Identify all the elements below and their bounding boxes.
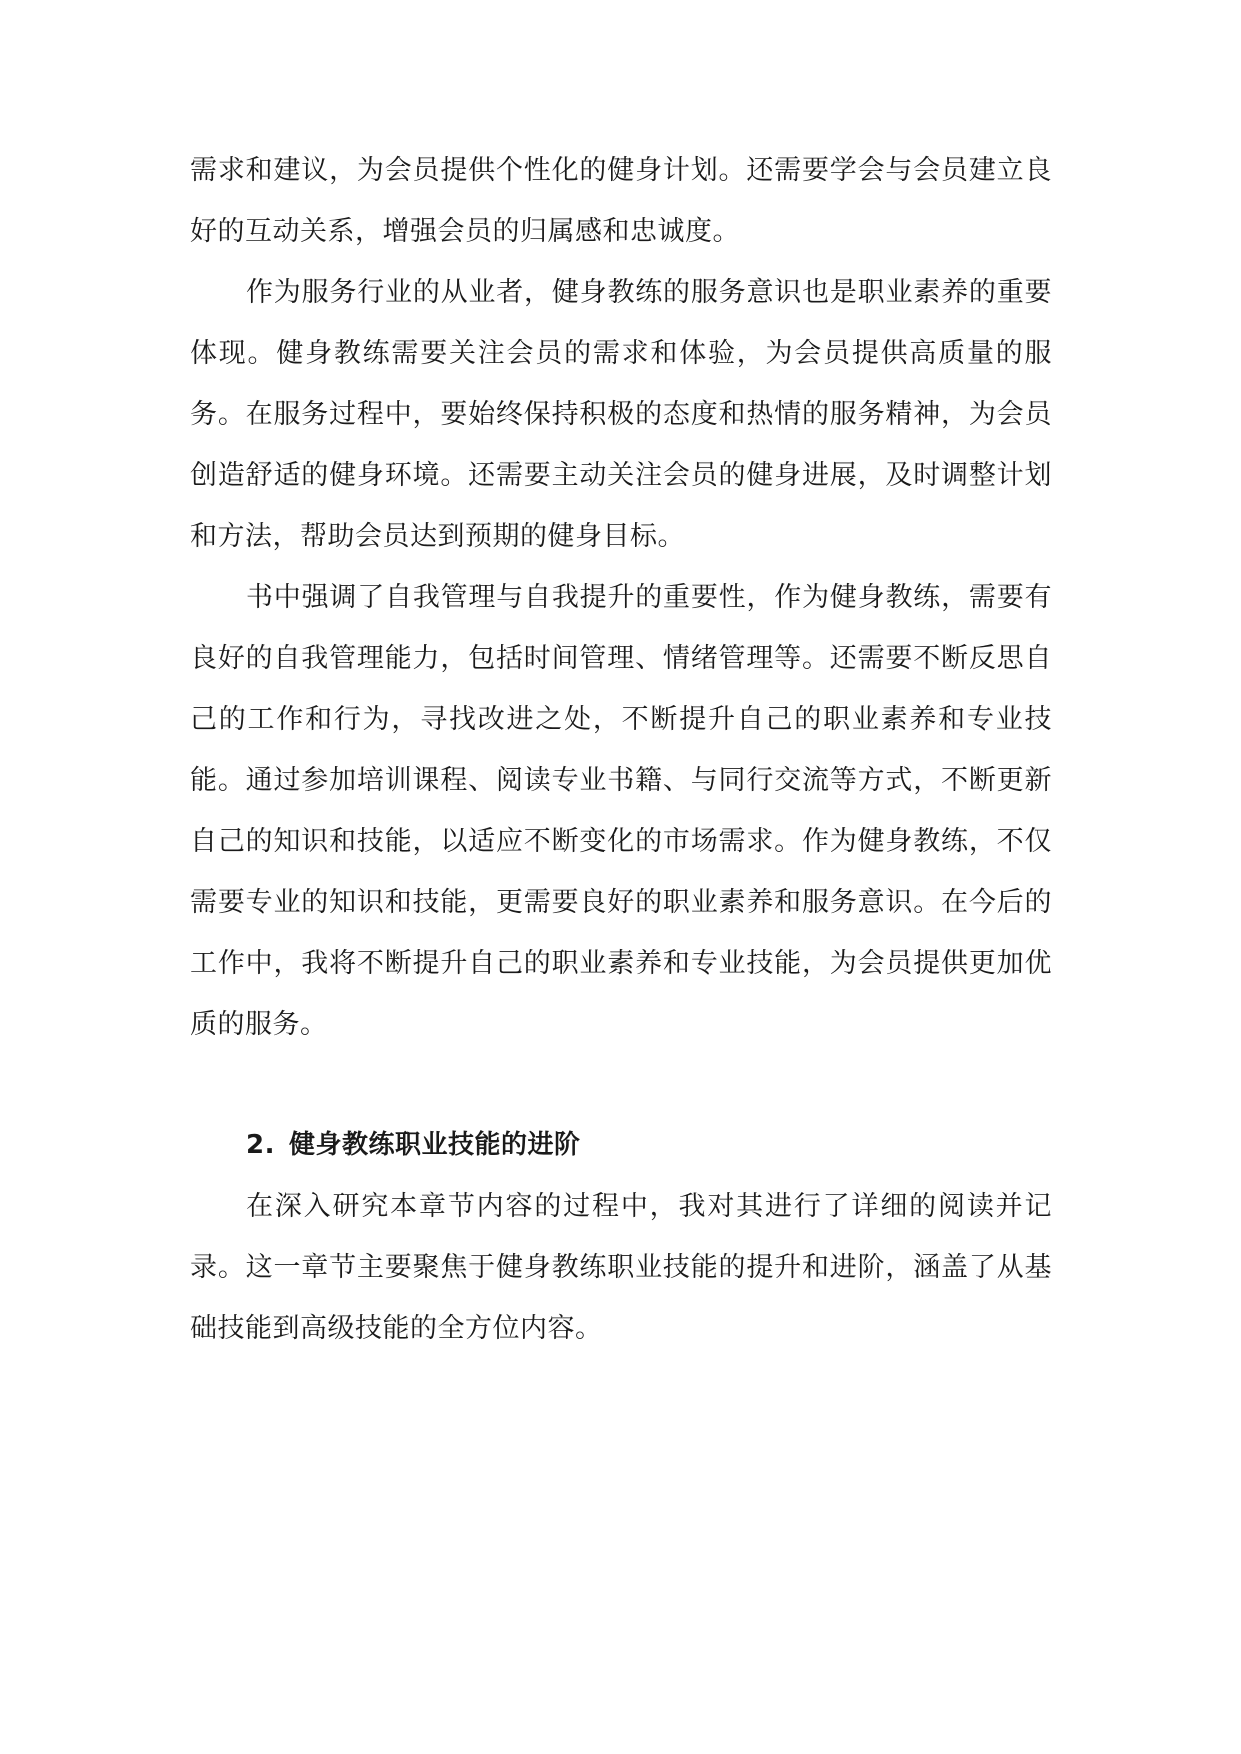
paragraph-service-awareness: 作为服务行业的从业者，健身教练的服务意识也是职业素养的重要体现。健身教练需要关注会员的需求和体验，为会员提供高质量的服务。在服务过程中，要始终保持积极的态度和热情的服务精神，为会员创造舒适的健身环境。还需要主动关注会员的健身进展，及时调整计划和方法，帮助会员达到预期的健身目标。: [190, 277, 1052, 552]
document-body: [190, 140, 1052, 1359]
section-number: 2.: [246, 1130, 275, 1160]
paragraph-section-intro: 在深入研究本章节内容的过程中，我对其进行了详细的阅读并记录。这一章节主要聚焦于健身教练职业技能的提升和进阶，涵盖了从基础技能到高级技能的全方位内容。: [190, 1191, 1052, 1344]
paragraph-continuation: 需求和建议，为会员提供个性化的健身计划。还需要学会与会员建立良好的互动关系，增强会员的归属感和忠诚度。: [190, 155, 1052, 247]
section-heading: [190, 1115, 1052, 1176]
paragraph-self-management: 书中强调了自我管理与自我提升的重要性，作为健身教练，需要有良好的自我管理能力，包括时间管理、情绪管理等。还需要不断反思自己的工作和行为，寻找改进之处，不断提升自己的职业素养和专业技能。通过参加培训课程、阅读专业书籍、与同行交流等方式，不断更新自己的知识和技能，以适应不断变化的市场需求。作为健身教练，不仅需要专业的知识和技能，更需要良好的职业素养和服务意识。在今后的工作中，我将不断提升自己的职业素养和专业技能，为会员提供更加优质的服务。: [190, 582, 1052, 1040]
section-title: 健身教练职业技能的进阶: [288, 1130, 581, 1160]
